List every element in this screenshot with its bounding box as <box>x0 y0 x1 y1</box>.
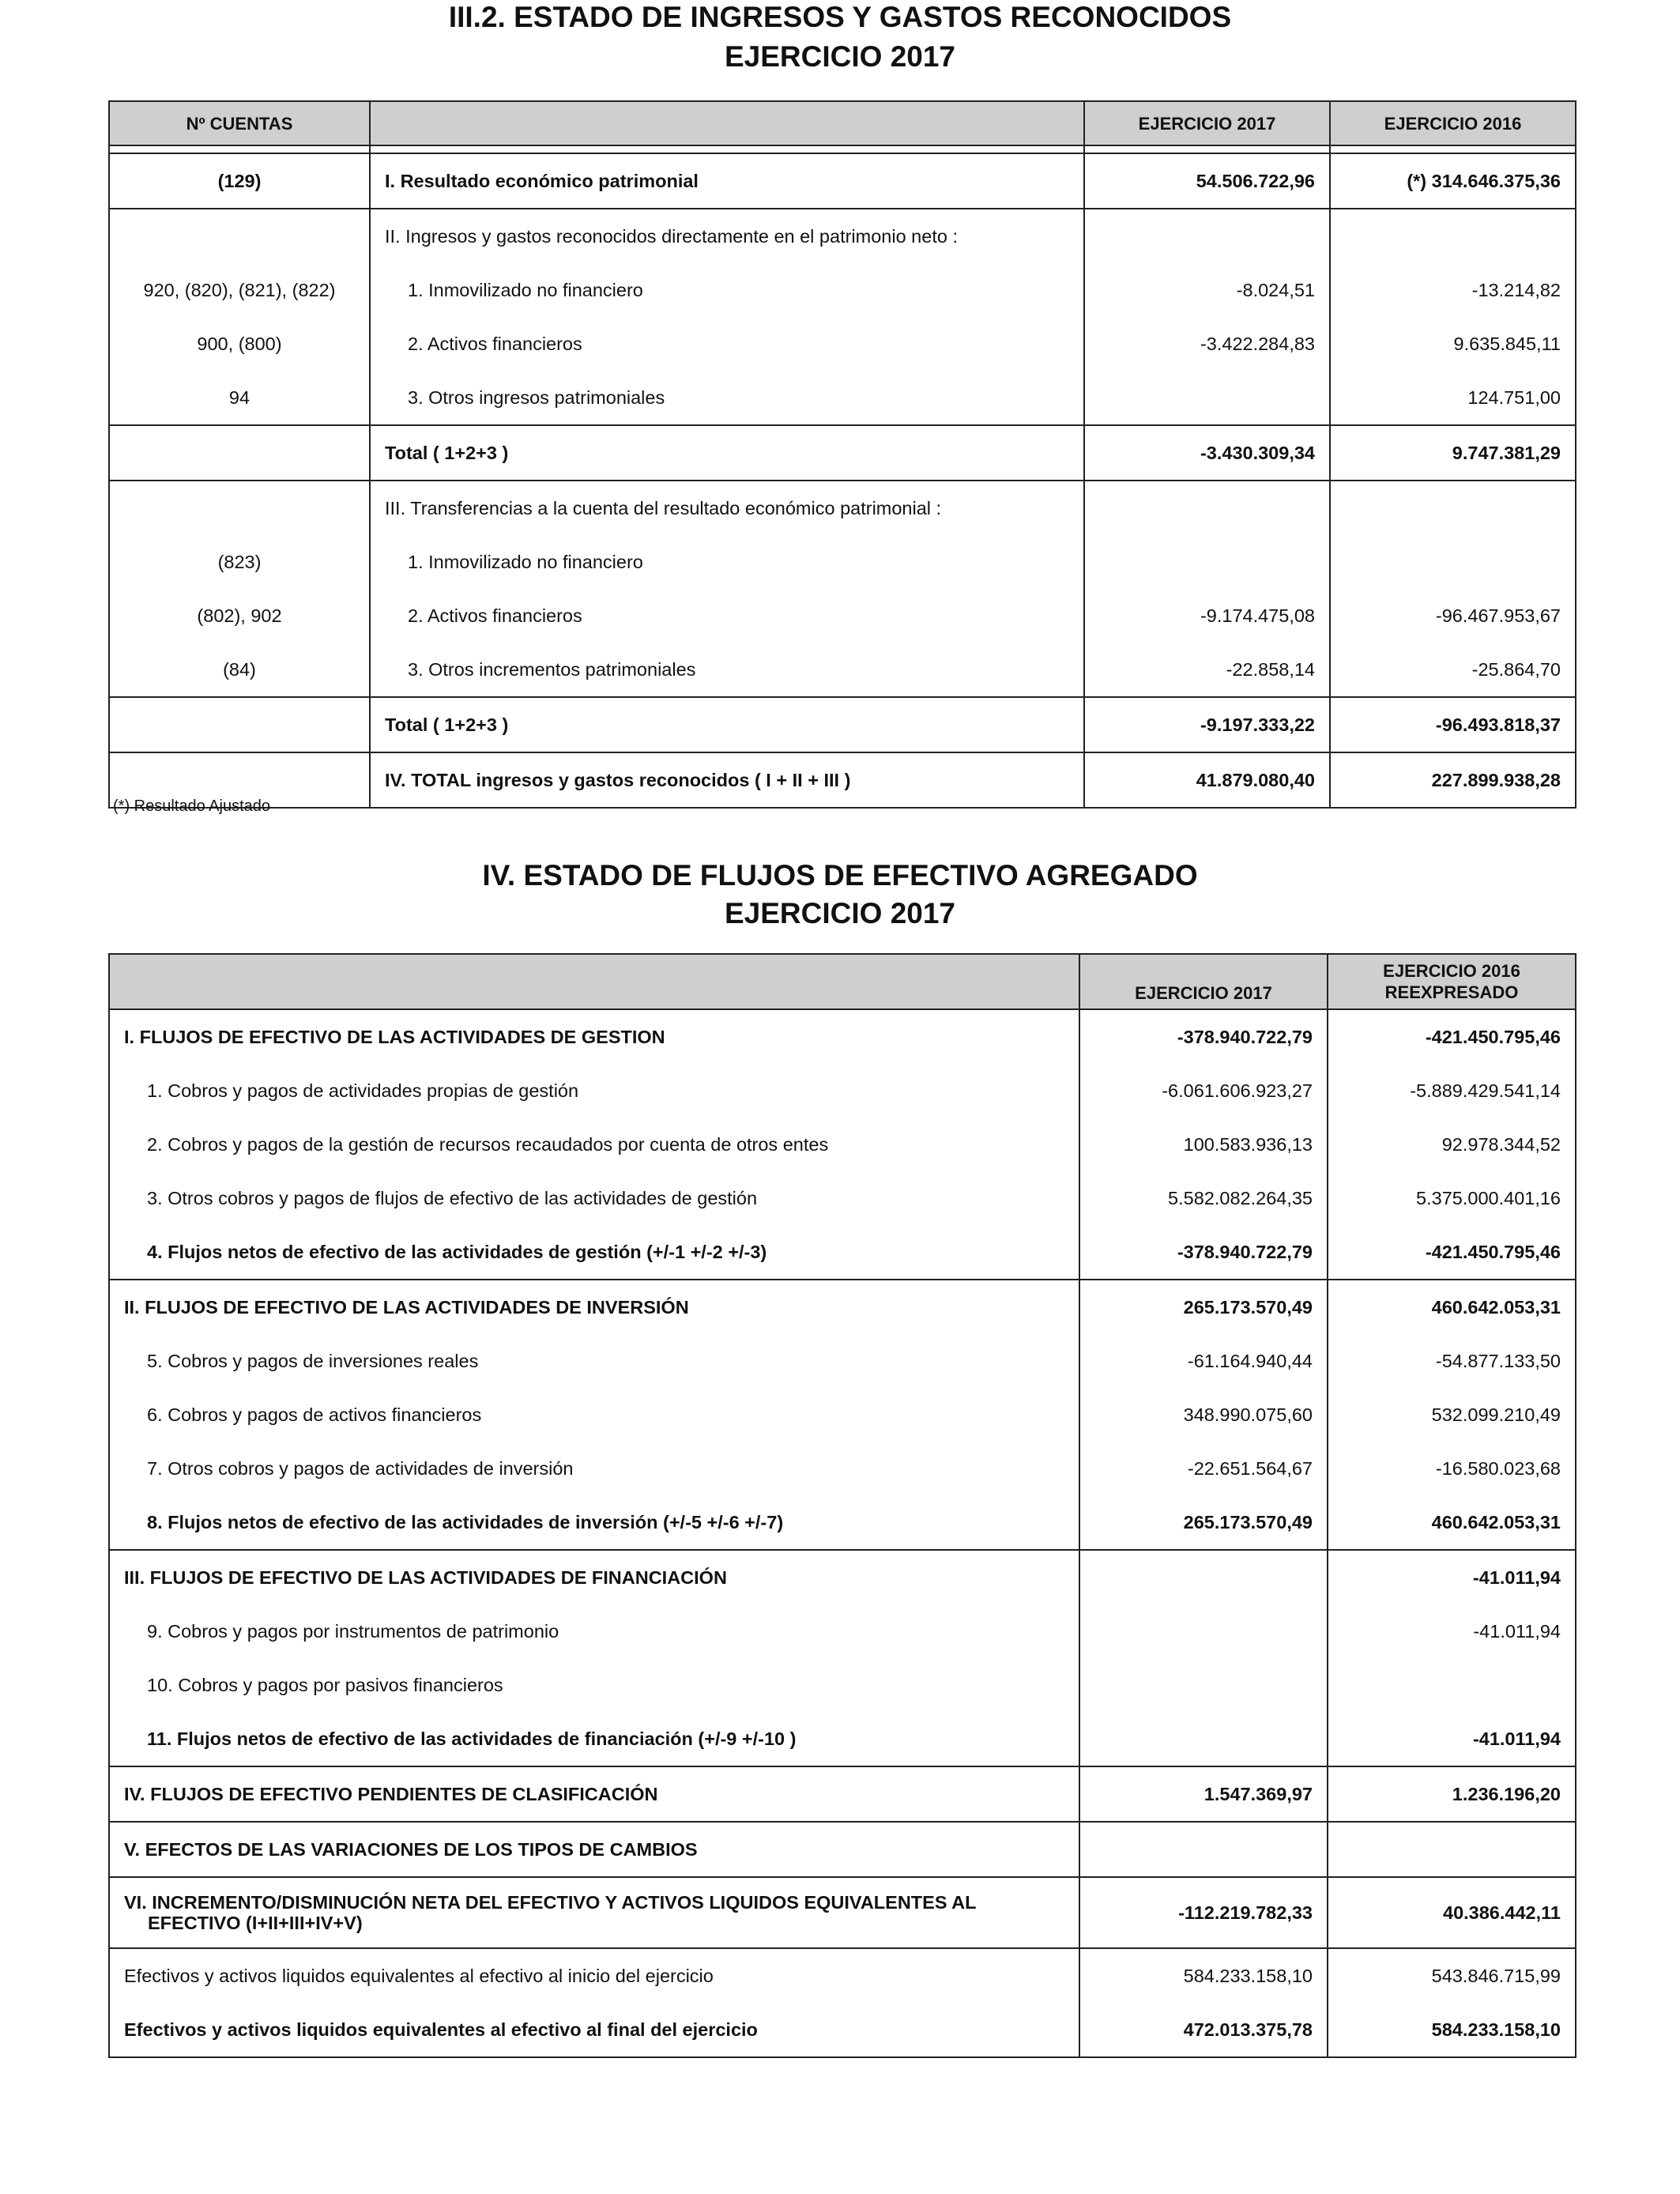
table-row <box>109 1604 1576 1658</box>
table-row <box>109 535 1576 589</box>
value-2016-cell <box>1330 209 1576 263</box>
value-2017-cell <box>1084 481 1330 535</box>
value-2016-cell: -96.493.818,37 <box>1330 697 1576 752</box>
value-2017-cell: 41.879.080,40 <box>1084 752 1330 808</box>
footnote: (*) Resultado Ajustado <box>113 797 271 815</box>
value-2016-cell: 9.635.845,11 <box>1330 317 1576 371</box>
description-cell: 4. Flujos netos de efectivo de las actividades de gestión (+/-1 +/-2 +/-3) <box>109 1225 1079 1280</box>
value-2016-cell: 543.846.715,99 <box>1328 1948 1576 2003</box>
value-2016-cell: -41.011,94 <box>1328 1712 1576 1766</box>
value-2017-cell: -112.219.782,33 <box>1079 1877 1328 1948</box>
value-2017-cell: -8.024,51 <box>1084 263 1330 317</box>
value-2017-cell: -378.940.722,79 <box>1079 1225 1328 1280</box>
account-cell <box>109 425 370 481</box>
value-2017-cell: 348.990.075,60 <box>1079 1388 1328 1442</box>
description-line-2: EFECTIVO (I+II+III+IV+V) <box>148 1913 363 1933</box>
description-cell: 9. Cobros y pagos por instrumentos de patrimonio <box>109 1604 1079 1658</box>
description-cell: Total ( 1+2+3 ) <box>370 697 1084 752</box>
description-cell: 3. Otros ingresos patrimoniales <box>370 371 1084 425</box>
description-cell: 3. Otros incrementos patrimoniales <box>370 643 1084 697</box>
table-row <box>109 317 1576 371</box>
description-cell: 2. Activos financieros <box>370 317 1084 371</box>
header-description <box>109 954 1079 1009</box>
description-line-1: VI. INCREMENTO/DISMINUCIÓN NETA DEL EFECTIVO Y ACTIVOS LIQUIDOS EQUIVALENTES AL <box>124 1892 977 1913</box>
table-row <box>109 1280 1576 1334</box>
description-cell: 5. Cobros y pagos de inversiones reales <box>109 1334 1079 1388</box>
account-cell <box>109 697 370 752</box>
description-cell: 2. Activos financieros <box>370 589 1084 643</box>
header-2016-restated <box>1328 954 1576 1009</box>
value-2016-cell: 40.386.442,11 <box>1328 1877 1576 1948</box>
value-2017-cell: -6.061.606.923,27 <box>1079 1064 1328 1118</box>
value-2017-cell: -3.422.284,83 <box>1084 317 1330 371</box>
table-row <box>109 1442 1576 1495</box>
value-2017-cell: 1.547.369,97 <box>1079 1766 1328 1822</box>
value-2017-cell: 265.173.570,49 <box>1079 1280 1328 1334</box>
header-accounts: Nº CUENTAS <box>109 101 370 145</box>
value-2016-cell <box>1330 535 1576 589</box>
value-2016-cell: (*) 314.646.375,36 <box>1330 153 1576 209</box>
value-2016-cell: 227.899.938,28 <box>1330 752 1576 808</box>
value-2017-cell <box>1079 1550 1328 1604</box>
description-cell: I. FLUJOS DE EFECTIVO DE LAS ACTIVIDADES DE GESTION <box>109 1009 1079 1064</box>
value-2017-cell: 584.233.158,10 <box>1079 1948 1328 2003</box>
table-row <box>109 1225 1576 1280</box>
table-row <box>109 643 1576 697</box>
value-2016-cell <box>1328 1658 1576 1712</box>
account-cell: (823) <box>109 535 370 589</box>
value-2016-cell: 460.642.053,31 <box>1328 1495 1576 1550</box>
value-2016-cell: 532.099.210,49 <box>1328 1388 1576 1442</box>
description-cell: 1. Inmovilizado no financiero <box>370 263 1084 317</box>
description-cell: 1. Cobros y pagos de actividades propias de gestión <box>109 1064 1079 1118</box>
value-2017-cell: 265.173.570,49 <box>1079 1495 1328 1550</box>
section2-title: IV. ESTADO DE FLUJOS DE EFECTIVO AGREGADO <box>482 859 1198 892</box>
description-cell: Total ( 1+2+3 ) <box>370 425 1084 481</box>
value-2017-cell: 54.506.722,96 <box>1084 153 1330 209</box>
table-row <box>109 2003 1576 2057</box>
section2-subtitle: EJERCICIO 2017 <box>724 897 956 929</box>
value-2016-cell <box>1330 481 1576 535</box>
header-description <box>370 101 1084 145</box>
description-cell: 7. Otros cobros y pagos de actividades de inversión <box>109 1442 1079 1495</box>
value-2016-cell: 124.751,00 <box>1330 371 1576 425</box>
account-cell: 920, (820), (821), (822) <box>109 263 370 317</box>
account-cell: (802), 902 <box>109 589 370 643</box>
description-cell: II. FLUJOS DE EFECTIVO DE LAS ACTIVIDADES DE INVERSIÓN <box>109 1280 1079 1334</box>
value-2016-cell: 92.978.344,52 <box>1328 1118 1576 1171</box>
value-2017-cell: -3.430.309,34 <box>1084 425 1330 481</box>
description-cell: IV. TOTAL ingresos y gastos reconocidos ( I + II + III ) <box>370 752 1084 808</box>
table-row <box>109 1388 1576 1442</box>
description-cell: 11. Flujos netos de efectivo de las actividades de financiación (+/-9 +/-10 ) <box>109 1712 1079 1766</box>
section1-title: III.2. ESTADO DE INGRESOS Y GASTOS RECONOCIDOS <box>448 1 1232 33</box>
account-cell: 94 <box>109 371 370 425</box>
table-row <box>109 1064 1576 1118</box>
table-row-total <box>109 752 1576 808</box>
value-2017-cell <box>1084 535 1330 589</box>
table-row <box>109 1712 1576 1766</box>
value-2016-cell: -54.877.133,50 <box>1328 1334 1576 1388</box>
table-row <box>109 1171 1576 1225</box>
value-2017-cell: -61.164.940,44 <box>1079 1334 1328 1388</box>
value-2017-cell: -9.197.333,22 <box>1084 697 1330 752</box>
value-2017-cell: -378.940.722,79 <box>1079 1009 1328 1064</box>
table-row <box>109 209 1576 263</box>
value-2017-cell <box>1079 1604 1328 1658</box>
description-cell: Efectivos y activos liquidos equivalentes al efectivo al inicio del ejercicio <box>109 1948 1079 2003</box>
value-2016-cell: 1.236.196,20 <box>1328 1766 1576 1822</box>
table-row <box>109 153 1576 209</box>
table-row-total <box>109 697 1576 752</box>
description-cell: 10. Cobros y pagos por pasivos financieros <box>109 1658 1079 1712</box>
value-2017-cell <box>1079 1822 1328 1877</box>
table-row <box>109 1009 1576 1064</box>
table-row <box>109 1658 1576 1712</box>
value-2017-cell: -9.174.475,08 <box>1084 589 1330 643</box>
description-cell: IV. FLUJOS DE EFECTIVO PENDIENTES DE CLASIFICACIÓN <box>109 1766 1079 1822</box>
value-2016-cell: -421.450.795,46 <box>1328 1225 1576 1280</box>
description-cell: 3. Otros cobros y pagos de flujos de efectivo de las actividades de gestión <box>109 1171 1079 1225</box>
section1-subtitle: EJERCICIO 2017 <box>724 40 956 73</box>
description-cell: III. Transferencias a la cuenta del resultado económico patrimonial : <box>370 481 1084 535</box>
description-cell: 8. Flujos netos de efectivo de las actividades de inversión (+/-5 +/-6 +/-7) <box>109 1495 1079 1550</box>
table-row <box>109 1550 1576 1604</box>
table-header-row <box>109 101 1576 145</box>
table-row <box>109 263 1576 317</box>
value-2016-cell: 9.747.381,29 <box>1330 425 1576 481</box>
value-2017-cell <box>1079 1658 1328 1712</box>
table-row <box>109 589 1576 643</box>
account-cell: 900, (800) <box>109 317 370 371</box>
table-row <box>109 371 1576 425</box>
income-expense-table <box>108 100 1576 809</box>
value-2016-cell: -96.467.953,67 <box>1330 589 1576 643</box>
table-row <box>109 1334 1576 1388</box>
table-header-row <box>109 954 1576 1009</box>
description-cell: V. EFECTOS DE LAS VARIACIONES DE LOS TIPOS DE CAMBIOS <box>109 1822 1079 1877</box>
table-row <box>109 1118 1576 1171</box>
value-2017-cell: 5.582.082.264,35 <box>1079 1171 1328 1225</box>
value-2016-cell: -41.011,94 <box>1328 1604 1576 1658</box>
value-2016-cell: -13.214,82 <box>1330 263 1576 317</box>
value-2017-cell <box>1084 209 1330 263</box>
account-cell <box>109 481 370 535</box>
value-2017-cell <box>1084 371 1330 425</box>
value-2016-cell <box>1328 1822 1576 1877</box>
description-cell: II. Ingresos y gastos reconocidos directamente en el patrimonio neto : <box>370 209 1084 263</box>
table-row <box>109 481 1576 535</box>
cash-flow-table <box>108 953 1576 2058</box>
header-2016-label: EJERCICIO 2016 <box>1383 961 1520 981</box>
value-2016-cell: -41.011,94 <box>1328 1550 1576 1604</box>
table-row <box>109 1766 1576 1822</box>
value-2016-cell: 5.375.000.401,16 <box>1328 1171 1576 1225</box>
value-2016-cell: -421.450.795,46 <box>1328 1009 1576 1064</box>
description-cell: Efectivos y activos liquidos equivalentes al efectivo al final del ejercicio <box>109 2003 1079 2057</box>
description-cell: III. FLUJOS DE EFECTIVO DE LAS ACTIVIDADES DE FINANCIACIÓN <box>109 1550 1079 1604</box>
header-2017: EJERCICIO 2017 <box>1084 101 1330 145</box>
value-2017-cell: -22.858,14 <box>1084 643 1330 697</box>
table-row <box>109 1948 1576 2003</box>
header-restated-label: REEXPRESADO <box>1384 982 1519 1002</box>
value-2016-cell: -25.864,70 <box>1330 643 1576 697</box>
value-2016-cell: -5.889.429.541,14 <box>1328 1064 1576 1118</box>
description-cell: 6. Cobros y pagos de activos financieros <box>109 1388 1079 1442</box>
description-cell <box>109 1877 1079 1948</box>
account-cell: (84) <box>109 643 370 697</box>
description-cell: 2. Cobros y pagos de la gestión de recursos recaudados por cuenta de otros entes <box>109 1118 1079 1171</box>
header-2017: EJERCICIO 2017 <box>1079 954 1328 1009</box>
value-2017-cell: 100.583.936,13 <box>1079 1118 1328 1171</box>
table-row-total <box>109 425 1576 481</box>
table-row <box>109 1822 1576 1877</box>
value-2017-cell: -22.651.564,67 <box>1079 1442 1328 1495</box>
value-2017-cell: 472.013.375,78 <box>1079 2003 1328 2057</box>
header-2016: EJERCICIO 2016 <box>1330 101 1576 145</box>
table-row <box>109 1495 1576 1550</box>
value-2016-cell: -16.580.023,68 <box>1328 1442 1576 1495</box>
table-row <box>109 1877 1576 1948</box>
account-cell <box>109 209 370 263</box>
description-cell: I. Resultado económico patrimonial <box>370 153 1084 209</box>
value-2016-cell: 460.642.053,31 <box>1328 1280 1576 1334</box>
value-2016-cell: 584.233.158,10 <box>1328 2003 1576 2057</box>
value-2017-cell <box>1079 1712 1328 1766</box>
account-cell: (129) <box>109 153 370 209</box>
description-cell: 1. Inmovilizado no financiero <box>370 535 1084 589</box>
